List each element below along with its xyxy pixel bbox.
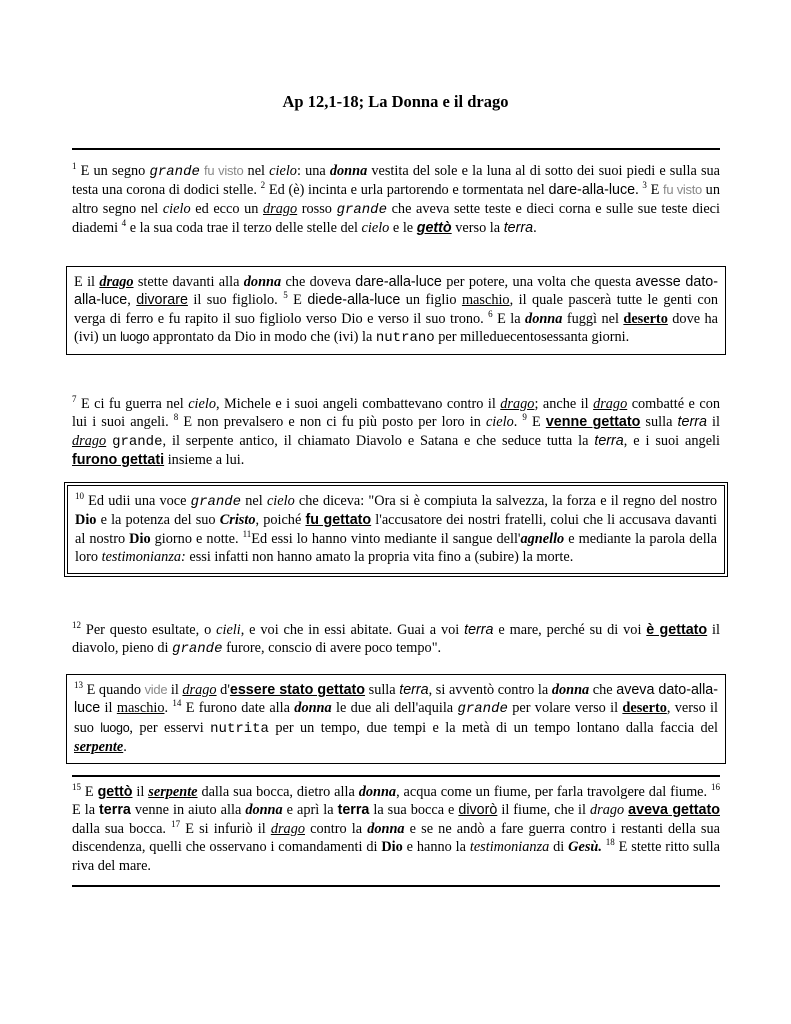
emphasized-word: luogo bbox=[100, 720, 130, 735]
verse-number: 4 bbox=[121, 218, 127, 229]
text-run: le due ali dell'aquila bbox=[331, 700, 458, 717]
emphasized-word: cielo bbox=[269, 163, 297, 179]
emphasized-word: aveva gettato bbox=[628, 802, 720, 819]
text-run: rosso bbox=[297, 200, 337, 217]
bottom-rule bbox=[72, 885, 720, 887]
text-run: E bbox=[646, 182, 664, 199]
top-rule bbox=[72, 148, 720, 150]
emphasized-word: donna bbox=[525, 310, 563, 327]
emphasized-word: deserto bbox=[622, 700, 667, 717]
text-run: essi infatti non hanno amato la propria vita fino a (subire) la morte. bbox=[185, 549, 574, 566]
emphasized-word: Cristo bbox=[219, 512, 256, 529]
emphasized-word: grande bbox=[149, 164, 200, 180]
emphasized-word: diede-alla-luce bbox=[307, 292, 401, 309]
emphasized-word: venne gettato bbox=[545, 414, 641, 431]
text-run: , bbox=[127, 292, 137, 309]
emphasized-word: avesse dato-alla-luce bbox=[74, 274, 719, 309]
emphasized-word: donna bbox=[294, 700, 332, 717]
emphasized-word: Gesù. bbox=[568, 839, 602, 856]
emphasized-word: terra bbox=[594, 432, 624, 449]
verse-number: 6 bbox=[488, 309, 493, 320]
box-verses-4-6 bbox=[66, 266, 726, 355]
emphasized-word: gettò bbox=[97, 784, 133, 800]
emphasized-word: grande bbox=[457, 701, 508, 718]
emphasized-word: serpente bbox=[74, 739, 124, 756]
text-run: il bbox=[132, 784, 149, 800]
box-verses-13-14 bbox=[66, 674, 726, 764]
text-run: ; anche il bbox=[534, 396, 594, 412]
emphasized-word: agnello bbox=[520, 530, 565, 547]
emphasized-word: drago bbox=[500, 396, 535, 412]
emphasized-word: drago bbox=[72, 432, 107, 449]
text-run: , il quale pascerà tutte le genti con verga di ferro e fu rapito il suo figliolo verso Dio e verso il suo trono. bbox=[74, 292, 718, 327]
text-run: e le bbox=[389, 220, 417, 237]
emphasized-word: terra bbox=[464, 622, 494, 638]
text-run: E si infuriò il bbox=[180, 820, 271, 837]
emphasized-word: cielo bbox=[361, 220, 390, 237]
text-run: e aprì la bbox=[282, 802, 338, 819]
paragraph-verses-10-11 bbox=[75, 492, 717, 567]
verse-number: 16 bbox=[711, 782, 721, 793]
text-run: E bbox=[526, 414, 546, 431]
emphasized-word: vide bbox=[144, 682, 168, 697]
verse-number: 17 bbox=[171, 819, 181, 830]
verse-number: 15 bbox=[72, 782, 81, 793]
text-run: E stette ritto sulla riva del mare. bbox=[72, 839, 720, 874]
text-run: nel bbox=[243, 163, 270, 179]
text-run: Ed essi lo hanno vinto mediante il sangue dell' bbox=[251, 530, 521, 547]
emphasized-word: testimonianza: bbox=[101, 549, 186, 566]
paragraph-verses-13-14 bbox=[74, 681, 718, 757]
emphasized-word: fu gettato bbox=[305, 512, 372, 529]
text-run: E bbox=[81, 784, 98, 800]
text-run: , e voi che in essi abitate. Guai a voi bbox=[240, 622, 465, 638]
verse-number: 7 bbox=[72, 394, 77, 405]
emphasized-word: è gettato bbox=[646, 622, 708, 638]
verse-number: 12 bbox=[72, 620, 81, 631]
text-run: per milleduecentosessanta giorni. bbox=[434, 329, 630, 346]
emphasized-word: divorò bbox=[458, 802, 498, 819]
emphasized-word: nutrano bbox=[375, 330, 435, 347]
text-run: sulla bbox=[365, 682, 400, 698]
box-verses-10-11 bbox=[64, 482, 728, 577]
text-run: E furono date alla bbox=[181, 700, 295, 717]
text-run: . bbox=[533, 220, 537, 237]
text-run: : una bbox=[296, 163, 330, 179]
text-run: E il bbox=[74, 274, 100, 290]
text-run: di bbox=[549, 839, 569, 856]
text-run: Per questo esultate, o bbox=[81, 622, 217, 638]
emphasized-word: terra bbox=[399, 682, 429, 698]
text-run: nel bbox=[241, 493, 267, 509]
emphasized-word: Dio bbox=[381, 839, 403, 856]
emphasized-word: essere stato gettato bbox=[229, 682, 366, 698]
emphasized-word: terra bbox=[99, 802, 131, 819]
text-run: stette davanti alla bbox=[133, 274, 244, 290]
emphasized-word: Dio bbox=[129, 530, 151, 547]
text-run: , il serpente antico, il chiamato Diavolo e Satana e che seduce tutta la bbox=[162, 432, 595, 449]
page-title: Ap 12,1-18; La Donna e il drago bbox=[282, 92, 509, 111]
emphasized-word: deserto bbox=[623, 310, 668, 327]
text-run: ed ecco un bbox=[190, 200, 263, 217]
emphasized-word: drago bbox=[182, 682, 217, 698]
text-run: E quando bbox=[83, 682, 145, 698]
text-run: che aveva sette teste e dieci corna e sulle sue teste dieci diademi bbox=[72, 200, 721, 237]
verse-number: 1 bbox=[72, 161, 77, 172]
emphasized-word: drago bbox=[263, 200, 298, 217]
text-run: che bbox=[589, 682, 617, 698]
emphasized-word: furono gettati bbox=[72, 452, 165, 469]
text-run: , verso il suo bbox=[74, 700, 718, 736]
text-run: giorno e notte. bbox=[150, 530, 243, 547]
paragraph-verses-4-6 bbox=[74, 273, 718, 348]
text-run: E ci fu guerra nel bbox=[76, 396, 189, 412]
text-run: combatté e con lui i suoi angeli. bbox=[72, 396, 720, 431]
text-run: vestita del sole e la luna al di sotto dei suoi piedi e sulla sua testa una corona di dodici stelle. bbox=[72, 163, 721, 199]
emphasized-word: drago bbox=[593, 396, 628, 412]
emphasized-word: gettò bbox=[416, 220, 452, 237]
middle-rule bbox=[72, 775, 720, 777]
emphasized-word: dare-alla-luce bbox=[548, 182, 636, 199]
emphasized-word: drago bbox=[99, 274, 134, 290]
text-run: dalla sua bocca, dietro alla bbox=[197, 784, 359, 800]
text-run: il bbox=[100, 700, 117, 717]
text-run: , si avventò contro la bbox=[428, 682, 552, 698]
text-run: , per esservi bbox=[129, 719, 211, 736]
text-run: dove ha (ivi) un bbox=[74, 310, 719, 346]
text-run: e hanno la bbox=[402, 839, 470, 856]
text-run: sulla bbox=[640, 414, 678, 431]
emphasized-word: nutrita bbox=[210, 720, 269, 737]
emphasized-word: grande bbox=[112, 433, 163, 450]
emphasized-word: grande bbox=[172, 641, 223, 658]
emphasized-word: fu visto bbox=[204, 163, 244, 178]
emphasized-word: maschio bbox=[461, 292, 510, 309]
emphasized-word: cielo bbox=[188, 396, 216, 412]
text-run: insieme a lui. bbox=[164, 452, 245, 469]
verse-number: 2 bbox=[260, 180, 266, 191]
text-run: E la bbox=[492, 310, 526, 327]
verse-number: 14 bbox=[172, 698, 182, 709]
emphasized-word: luogo bbox=[120, 330, 150, 345]
verse-number: 9 bbox=[522, 412, 527, 423]
text-run: . bbox=[123, 739, 127, 756]
text-run: , poiché bbox=[255, 512, 306, 529]
emphasized-word: fu visto bbox=[663, 182, 702, 198]
text-run: l'accusatore dei nostri fratelli, colui che li accusava davanti al nostro bbox=[75, 512, 717, 547]
emphasized-word: cielo bbox=[162, 200, 191, 217]
text-run: , acqua come un fiume, per farla travolgere dal fiume. bbox=[396, 784, 712, 800]
text-run: il diavolo, pieno di bbox=[72, 622, 720, 657]
verse-number: 11 bbox=[242, 529, 252, 540]
emphasized-word: donna bbox=[367, 820, 405, 837]
text-run: , e i suoi angeli bbox=[623, 432, 720, 449]
emphasized-word: donna bbox=[243, 274, 282, 290]
text-run: il fiume, che il bbox=[497, 802, 590, 819]
text-run: Ed udii una voce bbox=[84, 493, 191, 509]
emphasized-word: cielo bbox=[266, 493, 295, 509]
verse-number: 8 bbox=[173, 412, 179, 423]
text-run: furore, conscio di avere poco tempo". bbox=[222, 640, 442, 657]
text-run: venne in aiuto alla bbox=[130, 802, 246, 819]
text-run: d' bbox=[216, 682, 230, 698]
text-run: E bbox=[287, 292, 308, 309]
text-run: e mediante la parola della loro bbox=[75, 530, 717, 566]
text-run: E un segno bbox=[76, 163, 150, 179]
emphasized-word: grande bbox=[190, 494, 242, 510]
text-run: il suo figliolo. bbox=[187, 292, 284, 309]
emphasized-word: dare-alla-luce bbox=[355, 274, 442, 290]
emphasized-word: terra bbox=[337, 802, 370, 819]
emphasized-word: drago bbox=[590, 802, 625, 819]
text-run: fuggì nel bbox=[562, 310, 624, 327]
text-run: la sua bocca e bbox=[369, 802, 459, 819]
emphasized-word: terra bbox=[677, 414, 707, 431]
emphasized-word: terra bbox=[503, 220, 534, 237]
text-run: per potere, una volta che questa bbox=[441, 274, 636, 290]
text-run: . bbox=[513, 414, 523, 431]
emphasized-word: donna bbox=[551, 682, 590, 698]
text-run: che doveva bbox=[281, 274, 356, 290]
paragraph-verses-1-4 bbox=[72, 162, 720, 238]
paragraph-verse-12 bbox=[72, 621, 720, 659]
text-run: dalla sua bocca. bbox=[72, 820, 172, 837]
verse-number: 3 bbox=[642, 180, 647, 191]
emphasized-word: cieli bbox=[216, 622, 241, 638]
emphasized-word: testimonianza bbox=[469, 839, 550, 856]
text-run: un altro segno nel bbox=[72, 182, 720, 217]
text-run: approntato da Dio in modo che (ivi) la bbox=[149, 329, 376, 346]
text-run: che diceva: "Ora si è compiuta la salvezza, la forza e il regno del nostro bbox=[294, 493, 717, 509]
text-run: E non prevalsero e non ci fu più posto per loro in bbox=[178, 414, 486, 431]
text-run: e se ne andò a fare guerra contro i restanti della sua discendenza, quelli che osservano i comandamenti di bbox=[72, 820, 720, 856]
text-run: per un tempo, due tempi e la metà di un tempo lontano dalla faccia del bbox=[268, 719, 718, 736]
verse-number: 13 bbox=[74, 680, 83, 691]
paragraph-verses-15-18 bbox=[72, 783, 720, 875]
verse-number: 10 bbox=[75, 491, 84, 502]
emphasized-word: aveva dato-alla-luce bbox=[74, 682, 718, 717]
emphasized-word: donna bbox=[245, 802, 283, 819]
text-run: , Michele e i suoi angeli combattevano contro il bbox=[215, 396, 501, 412]
verse-number: 5 bbox=[283, 290, 288, 301]
text-run: contro la bbox=[305, 820, 368, 837]
text-run: . bbox=[635, 182, 643, 199]
text-run: il bbox=[706, 414, 720, 431]
text-run: E la bbox=[72, 802, 100, 819]
text-run: e la sua coda trae il terzo delle stelle del bbox=[126, 220, 362, 237]
emphasized-word: divorare bbox=[136, 292, 188, 309]
paragraph-verses-7-9 bbox=[72, 395, 720, 470]
text-run: un figlio bbox=[400, 292, 462, 309]
text-run: e mare, perché su di voi bbox=[493, 622, 647, 638]
text-run: Ed (è) incinta e urla partorendo e tormentata nel bbox=[265, 182, 549, 199]
text-run: verso la bbox=[451, 220, 504, 237]
emphasized-word: cielo bbox=[485, 414, 514, 431]
emphasized-word: maschio bbox=[116, 700, 165, 717]
emphasized-word: grande bbox=[336, 201, 387, 218]
emphasized-word: serpente bbox=[148, 784, 198, 800]
text-run: il bbox=[167, 682, 183, 698]
text-run: e la potenza del suo bbox=[96, 512, 220, 529]
emphasized-word: Dio bbox=[75, 512, 97, 529]
verse-number: 18 bbox=[605, 837, 615, 848]
text-run: . bbox=[164, 700, 173, 717]
emphasized-word: donna bbox=[358, 784, 397, 800]
emphasized-word: donna bbox=[329, 163, 368, 179]
emphasized-word: drago bbox=[270, 820, 305, 837]
text-run: per volare verso il bbox=[507, 700, 623, 717]
